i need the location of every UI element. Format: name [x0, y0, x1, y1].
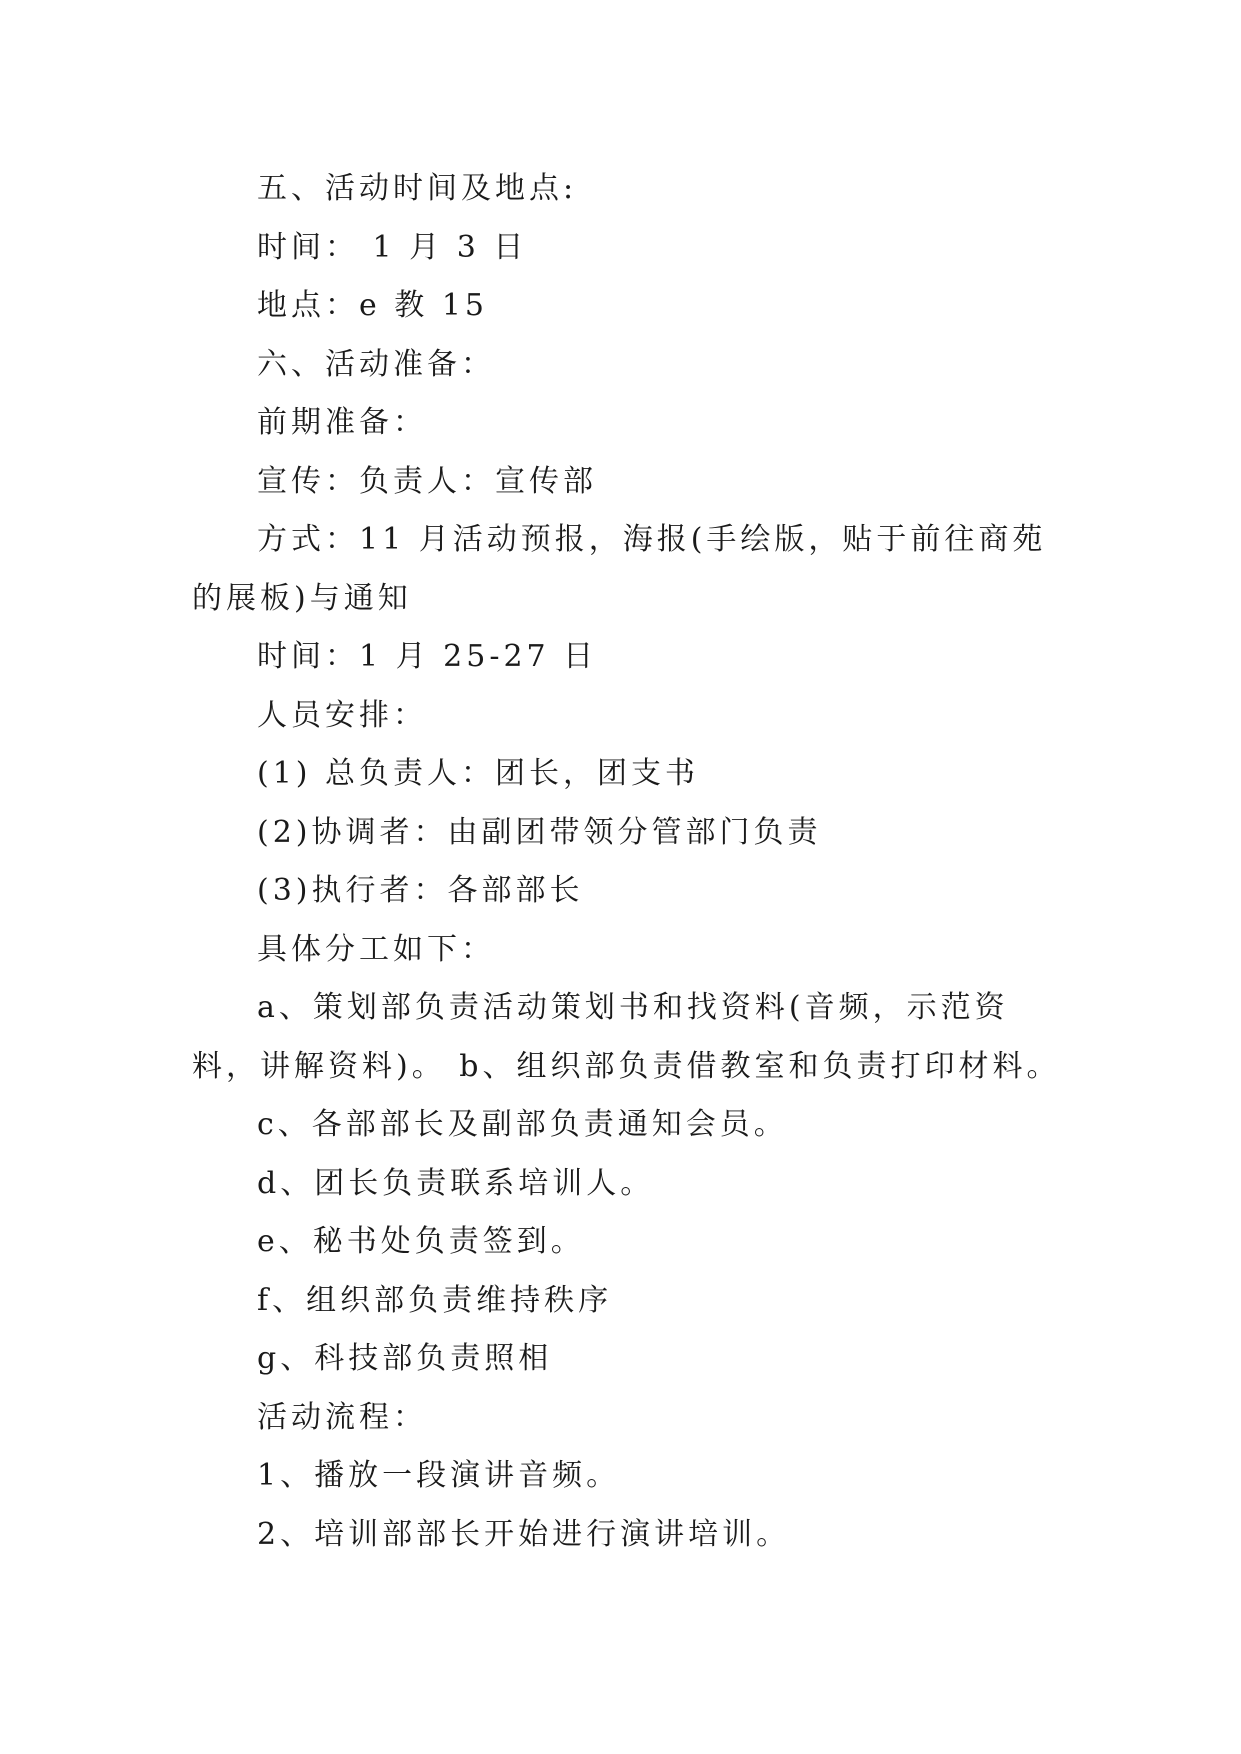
staffing-item-2: (2)协调者：由副团带领分管部门负责	[257, 814, 822, 850]
division-item-d: d、团长负责联系培训人。	[257, 1165, 655, 1201]
division-item-f: f、组织部负责维持秩序	[257, 1282, 613, 1318]
division-item-a-b: a、策划部负责活动策划书和找资料(音频，示范资料，讲解资料)。 b、组织部负责借教室和负责打印材料。	[192, 990, 1061, 1084]
staffing-item-3: (3)执行者：各部部长	[257, 873, 584, 908]
division-item-g: g、科技部负责照相	[257, 1341, 553, 1376]
time-line: 时间： 1 月 3 日	[257, 229, 528, 265]
process-heading: 活动流程：	[257, 1399, 427, 1435]
staffing-item-1: (1) 总负责人：团长，团支书	[257, 756, 700, 791]
division-heading: 具体分工如下：	[257, 931, 495, 967]
document-body	[192, 160, 1067, 1564]
method-paragraph: 方式：11 月活动预报，海报(手绘版，贴于前往商苑的展板)与通知	[192, 522, 1047, 616]
division-item-e: e、秘书处负责签到。	[257, 1224, 585, 1259]
staffing-heading: 人员安排：	[257, 697, 427, 733]
process-step-1: 1、播放一段演讲音频。	[257, 1458, 621, 1493]
section-heading-preparation: 六、活动准备：	[257, 346, 495, 382]
division-item-c: c、各部部长及副部负责通知会员。	[257, 1107, 788, 1142]
publicity-time-line: 时间：1 月 25-27 日	[257, 639, 598, 674]
place-line: 地点：e 教 15	[257, 288, 488, 323]
process-step-2: 2、培训部部长开始进行演讲培训。	[257, 1516, 791, 1552]
early-preparation-heading: 前期准备：	[257, 405, 427, 440]
publicity-line: 宣传：负责人：宣传部	[257, 463, 597, 499]
section-heading-time-place: 五、活动时间及地点:	[257, 171, 578, 206]
